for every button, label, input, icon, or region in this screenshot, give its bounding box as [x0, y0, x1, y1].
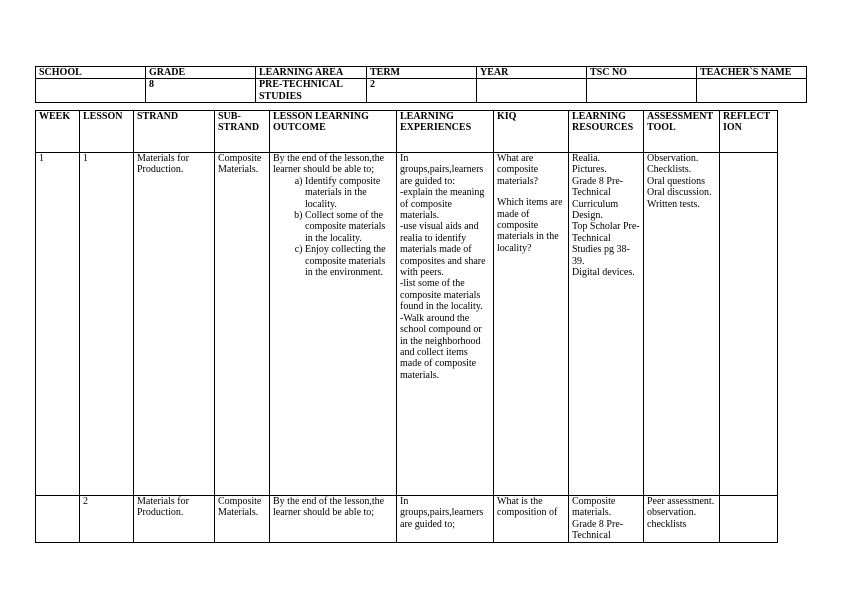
plan-header: LEARNING RESOURCES — [569, 111, 644, 153]
assessment-line: Written tests. — [647, 198, 700, 210]
info-table — [35, 66, 807, 103]
plan-header: SUB-STRAND — [215, 111, 270, 153]
info-header: YEAR — [477, 67, 587, 79]
outcome-intro: By the end of the lesson,the learner should be able to; — [273, 496, 385, 519]
plan-header: KIQ — [494, 111, 569, 153]
info-value: PRE-TECHNICAL STUDIES — [256, 79, 367, 103]
info-value: 8 — [146, 79, 256, 103]
info-header: TERM — [367, 67, 477, 79]
plan-header: WEEK — [36, 111, 80, 153]
week-cell — [36, 496, 80, 543]
resource-line: Realia. — [572, 153, 601, 164]
outcome-item: c. Enjoy collecting the composite materials in the environment. — [305, 244, 393, 278]
experience-cell — [397, 496, 494, 543]
info-value — [587, 79, 697, 103]
assessment-line: Checklists. — [647, 164, 692, 176]
outcome-cell — [270, 496, 397, 543]
spacer — [497, 187, 565, 197]
info-value: 2 — [367, 79, 477, 103]
info-header: LEARNING AREA — [256, 67, 367, 79]
experience-line: -list some of the composite materials found in the locality. — [400, 278, 483, 313]
info-value — [697, 79, 807, 103]
kiq-cell — [494, 496, 569, 543]
reflection-cell — [720, 496, 778, 543]
strand-cell: Materials for Production. — [134, 153, 215, 496]
resource-cell — [569, 153, 644, 496]
assessment-line: Peer assessment. — [647, 496, 715, 507]
assessment-line: checklists — [647, 518, 687, 530]
plan-header: LESSON LEARNING OUTCOME — [270, 111, 397, 153]
info-header: GRADE — [146, 67, 256, 79]
strand-cell: Materials for Production. — [134, 496, 215, 543]
table-row — [36, 496, 778, 543]
info-header: TEACHER`S NAME — [697, 67, 807, 79]
experience-line: -use visual aids and realia to identify materials made of composites and share with peers. — [400, 221, 486, 279]
assessment-line: Oral questions — [647, 175, 706, 187]
info-header: SCHOOL — [36, 67, 146, 79]
experience-line: -explain the meaning of composite materials. — [400, 187, 485, 222]
week-cell: 1 — [36, 153, 80, 496]
table-row — [36, 153, 778, 496]
resource-line: Top Scholar Pre-Technical Studies pg 38-39. — [572, 221, 640, 267]
assessment-cell — [644, 496, 720, 543]
kiq-line: What is the composition of — [497, 496, 558, 519]
outcome-list — [273, 176, 393, 279]
plan-header: LEARNING EXPERIENCES — [397, 111, 494, 153]
experience-line: In groups,pairs,learners are guided to; — [400, 496, 484, 530]
resource-line: Grade 8 Pre-Technical Curriculum Design. — [572, 175, 624, 222]
assessment-line: Observation. — [647, 153, 699, 164]
reflection-cell — [720, 153, 778, 496]
assessment-line: observation. — [647, 507, 697, 519]
resource-line: Grade 8 Pre-Technical — [572, 518, 624, 542]
resource-cell — [569, 496, 644, 543]
experience-cell — [397, 153, 494, 496]
info-value — [477, 79, 587, 103]
lesson-plan-table — [35, 110, 778, 543]
resource-line: Digital devices. — [572, 267, 635, 279]
kiq-line: Which items are made of composite materials in the locality? — [497, 197, 563, 254]
plan-header: REFLECTION — [720, 111, 778, 153]
lesson-cell: 1 — [80, 153, 134, 496]
sub-strand-cell: Composite Materials. — [215, 496, 270, 543]
sub-strand-cell: Composite Materials. — [215, 153, 270, 496]
info-value — [36, 79, 146, 103]
plan-header: STRAND — [134, 111, 215, 153]
experience-line: -Walk around the school compound or in the neighborhood and collect items made of composite materials. — [400, 312, 482, 381]
plan-header: ASSESSMENT TOOL — [644, 111, 720, 153]
info-header: TSC NO — [587, 67, 697, 79]
resource-line: Pictures. — [572, 164, 607, 176]
resource-line: Composite materials. — [572, 496, 616, 519]
lesson-cell: 2 — [80, 496, 134, 543]
outcome-intro: By the end of the lesson,the learner should be able to; — [273, 153, 385, 176]
experience-line: In groups,pairs,learners are guided to: — [400, 153, 484, 187]
assessment-line: Oral discussion. — [647, 187, 712, 199]
outcome-item: a. Identify composite materials in the locality. — [305, 176, 393, 210]
plan-header: LESSON — [80, 111, 134, 153]
kiq-cell — [494, 153, 569, 496]
assessment-cell — [644, 153, 720, 496]
outcome-item: b. Collect some of the composite materials in the locality. — [305, 210, 393, 244]
outcome-cell — [270, 153, 397, 496]
kiq-line: What are composite materials? — [497, 153, 539, 187]
